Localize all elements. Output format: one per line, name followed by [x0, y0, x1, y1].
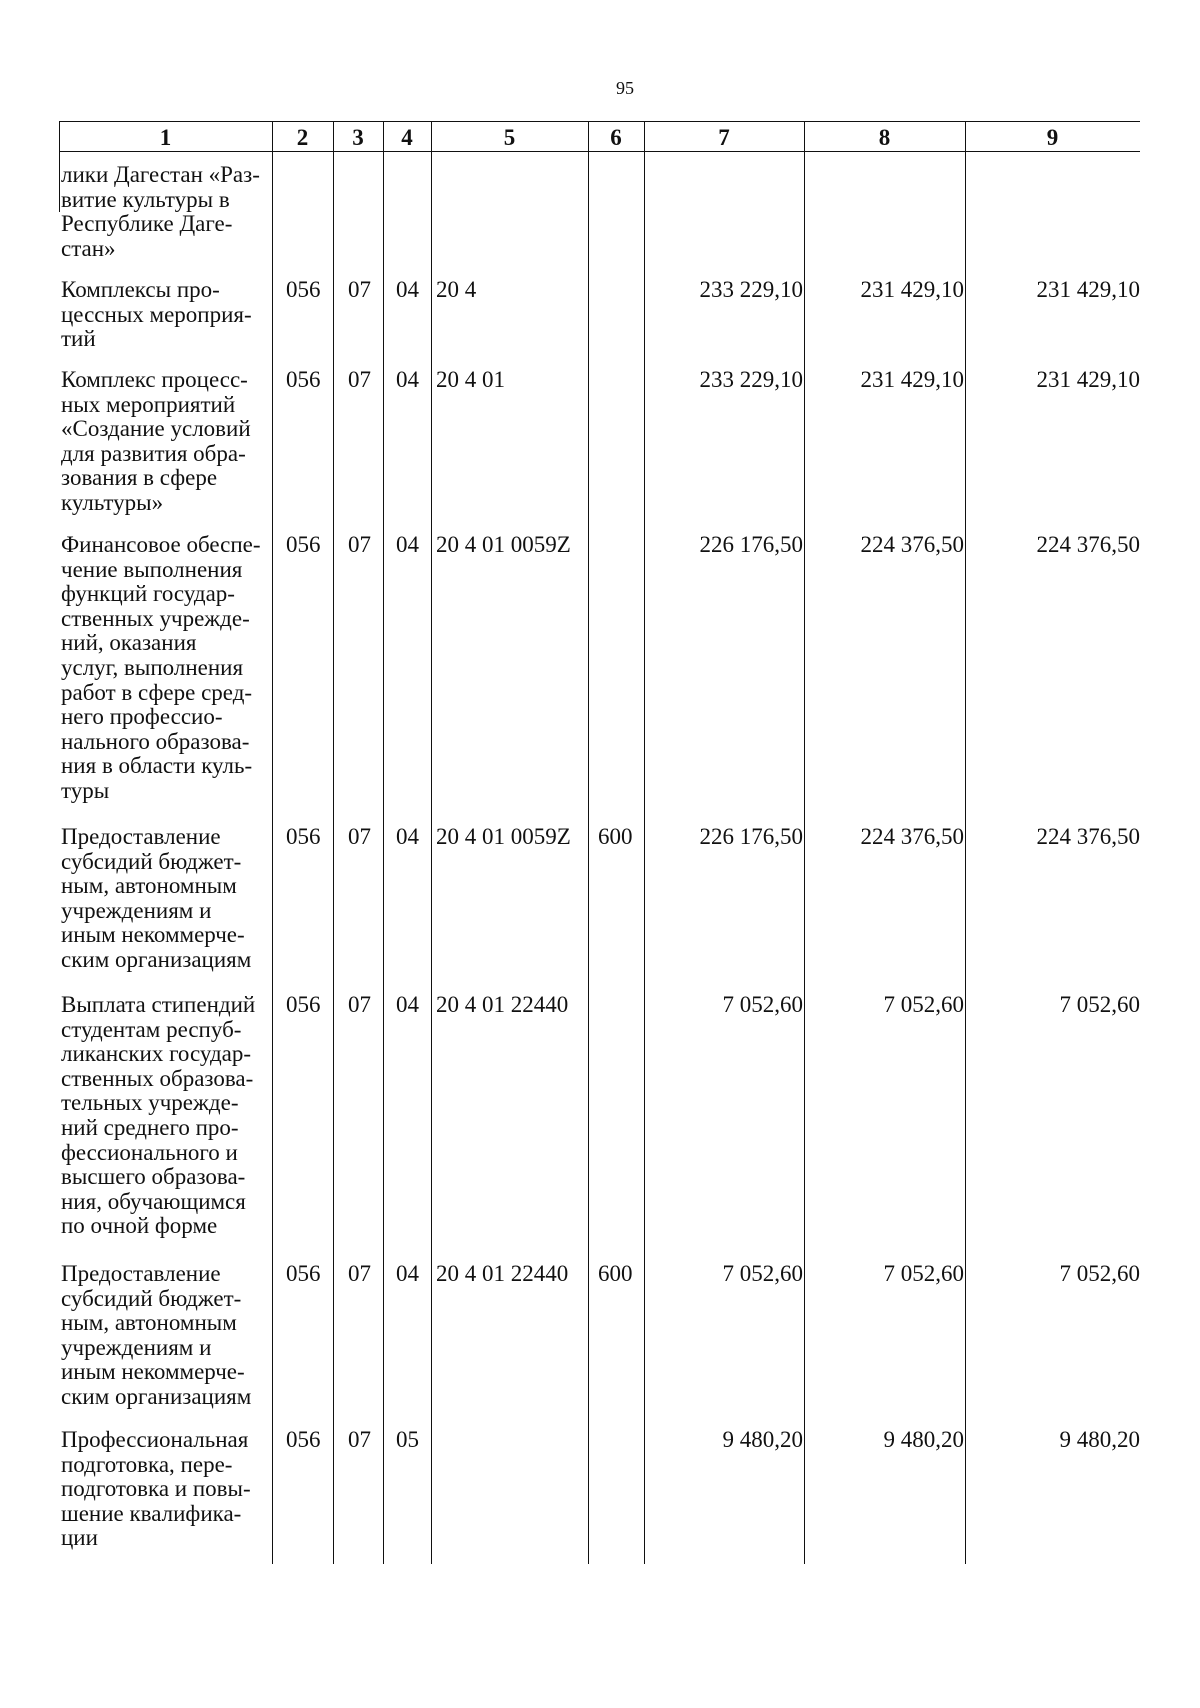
column-rule-4: [383, 122, 384, 1564]
chapter-code-cell: 07: [348, 1427, 371, 1452]
column-rule-5: [431, 122, 432, 1564]
header-col-6: 6: [610, 125, 622, 150]
header-col-2: 2: [296, 125, 309, 150]
section-code-cell: 056: [286, 1427, 321, 1452]
expense-type-cell: 600: [598, 1261, 633, 1286]
row-name-cell: Профессиональная подготовка, пере- подготовка и повы- шение квалифика- ции: [61, 1427, 251, 1551]
amount-col-7: 7 052,60: [722, 992, 803, 1017]
amount-col-7: 226 176,50: [699, 824, 803, 849]
column-rule-7: [644, 122, 645, 1564]
header-col-8: 8: [878, 125, 891, 150]
subchapter-code-cell: 04: [396, 277, 419, 302]
amount-col-8: 231 429,10: [860, 367, 964, 392]
header-col-4: 4: [401, 125, 413, 150]
row-name-cell: Предоставление субсидий бюджет- ным, автономным учреждениям и иным некоммерче- ским организациям: [61, 1261, 252, 1409]
subchapter-code-cell: 04: [396, 992, 419, 1017]
amount-col-9: 224 376,50: [1036, 532, 1140, 557]
column-rule-8: [804, 122, 805, 1564]
page-number: 95: [616, 78, 634, 98]
row-name-cell: лики Дагестан «Раз- витие культуры в Республике Даге- стан»: [61, 162, 260, 261]
row-name-cell: Выплата стипендий студентам респуб- ликанских государ- ственных образова- тельных учрежде- ний среднего про- фессионального и высшего образова- ния, обучающимся по очной форме: [61, 992, 256, 1239]
amount-col-8: 224 376,50: [860, 824, 964, 849]
amount-col-9: 224 376,50: [1036, 824, 1140, 849]
amount-col-7: 233 229,10: [699, 277, 803, 302]
chapter-code-cell: 07: [348, 1261, 371, 1286]
target-article-cell: 20 4 01 0059Z: [436, 824, 571, 849]
chapter-code-cell: 07: [348, 277, 371, 302]
chapter-code-cell: 07: [348, 824, 371, 849]
row-name-cell: Предоставление субсидий бюджет- ным, автономным учреждениям и иным некоммерче- ским организациям: [61, 824, 252, 972]
target-article-cell: 20 4 01 22440: [436, 1261, 569, 1286]
header-col-5: 5: [503, 125, 516, 150]
column-rule-2: [272, 122, 273, 1564]
subchapter-code-cell: 04: [396, 824, 419, 849]
section-code-cell: 056: [286, 532, 321, 557]
amount-col-7: 7 052,60: [722, 1261, 803, 1286]
row-name-cell: Комплекс процесс- ных мероприятий «Создание условий для развития обра- зования в сфере культуры»: [61, 367, 251, 515]
header-col-1: 1: [159, 125, 172, 150]
section-code-cell: 056: [286, 992, 321, 1017]
amount-col-8: 224 376,50: [860, 532, 964, 557]
column-rule-9: [965, 122, 966, 1564]
target-article-cell: 20 4: [436, 277, 477, 302]
amount-col-8: 231 429,10: [860, 277, 964, 302]
header-col-7: 7: [718, 125, 730, 150]
header-col-9: 9: [1046, 125, 1059, 150]
target-article-cell: 20 4 01: [436, 367, 505, 392]
section-code-cell: 056: [286, 277, 321, 302]
chapter-code-cell: 07: [348, 532, 371, 557]
amount-col-7: 9 480,20: [722, 1427, 803, 1452]
section-code-cell: 056: [286, 824, 321, 849]
amount-col-8: 7 052,60: [883, 1261, 964, 1286]
amount-col-9: 231 429,10: [1036, 277, 1140, 302]
amount-col-9: 7 052,60: [1059, 992, 1140, 1017]
column-rule-6: [588, 122, 589, 1564]
table-top-rule: [59, 121, 1140, 122]
amount-col-7: 233 229,10: [699, 367, 803, 392]
subchapter-code-cell: 04: [396, 532, 419, 557]
target-article-cell: 20 4 01 0059Z: [436, 532, 571, 557]
subchapter-code-cell: 05: [396, 1427, 419, 1452]
table-header-rule: [59, 151, 1140, 152]
amount-col-9: 231 429,10: [1036, 367, 1140, 392]
section-code-cell: 056: [286, 367, 321, 392]
row-name-cell: Комплексы про- цессных мероприя- тий: [61, 277, 252, 352]
amount-col-9: 9 480,20: [1059, 1427, 1140, 1452]
amount-col-7: 226 176,50: [699, 532, 803, 557]
expense-type-cell: 600: [598, 824, 633, 849]
header-col-3: 3: [352, 125, 364, 150]
subchapter-code-cell: 04: [396, 367, 419, 392]
subchapter-code-cell: 04: [396, 1261, 419, 1286]
chapter-code-cell: 07: [348, 367, 371, 392]
section-code-cell: 056: [286, 1261, 321, 1286]
amount-col-9: 7 052,60: [1059, 1261, 1140, 1286]
column-rule-3: [333, 122, 334, 1564]
chapter-code-cell: 07: [348, 992, 371, 1017]
row-name-cell: Финансовое обеспе- чение выполнения функций государ- ственных учрежде- ний, оказания услуг, выполнения работ в сфере сред- него профессио- нального образова- ния в области куль- туры: [61, 532, 261, 803]
amount-col-8: 9 480,20: [883, 1427, 964, 1452]
amount-col-8: 7 052,60: [883, 992, 964, 1017]
target-article-cell: 20 4 01 22440: [436, 992, 569, 1017]
